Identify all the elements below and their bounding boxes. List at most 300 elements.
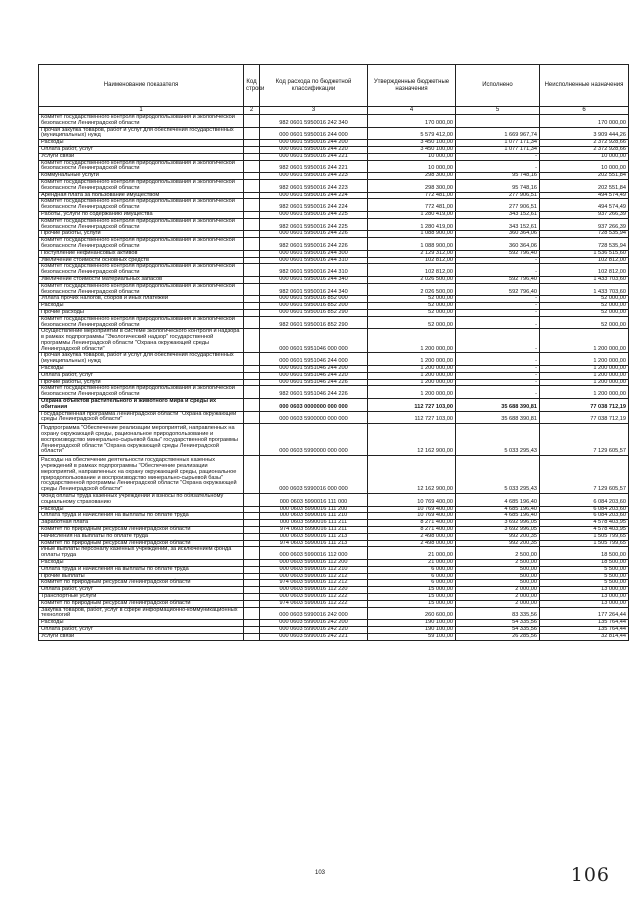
row-approved: 10 769 400,00 (368, 513, 456, 520)
row-approved: 1 280 419,00 (368, 218, 456, 231)
column-number: 2 (244, 107, 260, 115)
header-name: Наименование показателя (39, 65, 244, 107)
row-approved: 1 200 000,00 (368, 379, 456, 386)
row-class-code: 000 0603 5990016 242 221 (260, 633, 368, 640)
row-line-code (244, 379, 260, 386)
row-line-code (244, 153, 260, 160)
row-executed: 2 000,00 (456, 587, 540, 594)
row-unexecuted: 52 000,00 (540, 316, 629, 329)
row-line-code (244, 566, 260, 573)
row-line-code (244, 494, 260, 507)
row-executed: 4 685 196,40 (456, 506, 540, 513)
row-name: Осуществление мероприятий в системе экологического контроля и надзора в рамках подпрограммы "Экологический надзор" государственной программы Ленинградской области "Охрана окружающей среды Ленинградской области" (39, 329, 244, 353)
row-class-code: 000 0603 5990016 111 000 (260, 494, 368, 507)
row-name: Оплата работ, услуг (39, 372, 244, 379)
row-unexecuted: 1 200 000,00 (540, 366, 629, 373)
row-executed: 500,00 (456, 573, 540, 580)
row-approved: 1 088 900,00 (368, 238, 456, 251)
row-name: Увеличение стоимости основных средств (39, 257, 244, 264)
row-unexecuted: 177 264,44 (540, 607, 629, 620)
row-class-code: 000 0601 5951046 244 220 (260, 372, 368, 379)
row-unexecuted: 13 000,00 (540, 587, 629, 594)
row-executed: 343 152,61 (456, 218, 540, 231)
row-class-code: 000 0601 5951046 244 000 (260, 353, 368, 366)
row-name: Комитет государственного контроля природопользования и экологической безопасности Ленинградской области (39, 115, 244, 128)
row-line-code (244, 456, 260, 494)
row-unexecuted: 1 505 799,65 (540, 533, 629, 540)
row-line-code (244, 316, 260, 329)
row-class-code: 982 0601 5950016 244 226 (260, 238, 368, 251)
row-unexecuted: 6 084 203,60 (540, 494, 629, 507)
header-class-code: Код расхода по бюджетной классификации (260, 65, 368, 107)
header-executed: Исполнено (456, 65, 540, 107)
row-executed: 500,00 (456, 566, 540, 573)
row-line-code (244, 257, 260, 264)
row-approved: 6 000,00 (368, 566, 456, 573)
row-executed: 343 152,61 (456, 211, 540, 218)
row-class-code: 000 0601 5951046 244 200 (260, 366, 368, 373)
row-approved: 52 000,00 (368, 309, 456, 316)
row-class-code: 000 0601 5951046 000 000 (260, 329, 368, 353)
row-executed: - (456, 353, 540, 366)
row-executed: - (456, 153, 540, 160)
row-approved: 21 000,00 (368, 547, 456, 560)
row-unexecuted: 937 266,39 (540, 218, 629, 231)
row-approved: 52 000,00 (368, 296, 456, 303)
row-unexecuted: 13 000,00 (540, 593, 629, 600)
row-class-code: 000 0601 5951046 244 226 (260, 379, 368, 386)
row-name: Расходы (39, 140, 244, 147)
row-executed: - (456, 303, 540, 310)
row-class-code: 982 0601 5950016 244 224 (260, 199, 368, 212)
table-row (39, 329, 629, 353)
row-approved: 260 600,00 (368, 607, 456, 620)
row-class-code: 000 0601 5950016 244 223 (260, 173, 368, 180)
row-executed: 54 335,56 (456, 620, 540, 627)
row-unexecuted: 1 200 000,00 (540, 329, 629, 353)
table-row (39, 199, 629, 212)
row-executed: 4 685 196,40 (456, 513, 540, 520)
row-class-code: 000 0601 5950016 244 221 (260, 153, 368, 160)
row-line-code (244, 411, 260, 424)
row-approved: 6 000,00 (368, 580, 456, 587)
row-line-code (244, 211, 260, 218)
row-executed: 4 685 196,40 (456, 494, 540, 507)
row-name: Услуги связи (39, 153, 244, 160)
row-class-code: 000 0601 5950016 244 310 (260, 257, 368, 264)
row-approved: 102 812,00 (368, 264, 456, 277)
row-name: Расходы (39, 559, 244, 566)
row-name: Коммунальные услуги (39, 173, 244, 180)
row-line-code (244, 115, 260, 128)
row-unexecuted: 52 000,00 (540, 303, 629, 310)
row-executed: 95 748,16 (456, 173, 540, 180)
column-number: 5 (456, 107, 540, 115)
row-line-code (244, 303, 260, 310)
row-class-code: 982 0601 5950016 242 340 (260, 115, 368, 128)
row-name: Комитет государственного контроля природопользования и экологической безопасности Ленинградской области (39, 283, 244, 296)
row-unexecuted: 728 535,94 (540, 238, 629, 251)
row-approved: 12 162 900,00 (368, 456, 456, 494)
header-approved: Утвержденные бюджетные назначения (368, 65, 456, 107)
row-class-code: 974 0603 5990016 112 222 (260, 600, 368, 607)
row-line-code (244, 264, 260, 277)
row-unexecuted: 4 578 403,95 (540, 520, 629, 527)
row-name: Прочие работы, услуги (39, 231, 244, 238)
row-name: Комитет по природным ресурсам Ленинградской области (39, 527, 244, 534)
row-unexecuted: 5 500,00 (540, 566, 629, 573)
row-executed: 35 688 390,81 (456, 411, 540, 424)
row-approved: 1 200 000,00 (368, 366, 456, 373)
table-row (39, 411, 629, 424)
row-approved: 1 200 000,00 (368, 353, 456, 366)
row-approved: 170 000,00 (368, 115, 456, 128)
page-number: 103 (314, 870, 325, 876)
table-row (39, 250, 629, 257)
row-approved: 2 498 000,00 (368, 533, 456, 540)
row-executed: 992 200,35 (456, 540, 540, 547)
row-unexecuted: 32 814,44 (540, 633, 629, 640)
row-executed: - (456, 386, 540, 399)
row-unexecuted: 18 500,00 (540, 547, 629, 560)
row-line-code (244, 146, 260, 153)
row-class-code: 982 0601 5951046 244 226 (260, 386, 368, 399)
row-class-code: 982 0601 5950016 244 223 (260, 179, 368, 192)
row-approved: 15 000,00 (368, 593, 456, 600)
row-line-code (244, 366, 260, 373)
row-name: Государственная программа Ленинградской области "Охрана окружающей среды Ленинградской области" (39, 411, 244, 424)
row-executed: 35 688 390,81 (456, 399, 540, 412)
row-line-code (244, 173, 260, 180)
row-class-code: 000 0603 5990016 242 220 (260, 626, 368, 633)
row-executed: - (456, 366, 540, 373)
row-unexecuted: 1 200 000,00 (540, 353, 629, 366)
row-class-code: 000 0603 5990016 111 210 (260, 513, 368, 520)
row-executed: 1 669 967,74 (456, 127, 540, 140)
row-line-code (244, 600, 260, 607)
row-approved: 112 727 103,00 (368, 411, 456, 424)
table-row (39, 547, 629, 560)
row-class-code: 000 0603 5990016 112 210 (260, 566, 368, 573)
row-line-code (244, 527, 260, 534)
row-line-code (244, 620, 260, 627)
row-name: Уплата прочих налогов, сборов и иных платежей (39, 296, 244, 303)
table-row (39, 386, 629, 399)
row-unexecuted: 728 535,94 (540, 231, 629, 238)
row-unexecuted: 202 551,84 (540, 179, 629, 192)
row-name: Фонд оплаты труда казенных учреждений и взносы по обязательному социальному страхованию (39, 494, 244, 507)
row-name: Прочая закупка товаров, работ и услуг для обеспечения государственных (муниципальных) нужд (39, 353, 244, 366)
row-name: Увеличение стоимости материальных запасов (39, 276, 244, 283)
row-class-code: 000 0603 5990016 111 213 (260, 533, 368, 540)
row-line-code (244, 309, 260, 316)
row-unexecuted: 5 500,00 (540, 573, 629, 580)
table-row (39, 607, 629, 620)
row-line-code (244, 626, 260, 633)
handwritten-page-stamp: 106 (570, 864, 610, 886)
row-approved: 190 100,00 (368, 620, 456, 627)
row-line-code (244, 607, 260, 620)
row-name: Работы, услуги по содержанию имущества (39, 211, 244, 218)
row-line-code (244, 559, 260, 566)
table-row (39, 456, 629, 494)
row-class-code: 000 0603 5990016 000 000 (260, 456, 368, 494)
table-row (39, 353, 629, 366)
row-name: Начисления на выплаты по оплате труда (39, 533, 244, 540)
row-name: Закупка товаров, работ, услуг в сфере информационно-коммуникационных технологий (39, 607, 244, 620)
row-name: Охрана объектов растительного и животного мира и среды их обитания (39, 399, 244, 412)
row-unexecuted: 1 536 515,60 (540, 250, 629, 257)
row-name: Расходы на обеспечение деятельности государственных казенных учреждений в рамках подпрограммы "Обеспечение реализации мероприятий, направленных на охрану окружающей среды, рациональное природопользование и воспроизводство минерально-сырьевой базы" государственной программы Ленинградской области "Охрана окружающей среды Ленинградской области" (39, 456, 244, 494)
row-name: Подпрограмма "Обеспечение реализации мероприятий, направленных на охрану окружающей среды, рациональное природопользование и воспроизводство минерально-сырьевой базы" государственной программы Ленинградской области "Охрана окружающей среды Ленинградской области" (39, 424, 244, 456)
row-name: Расходы (39, 303, 244, 310)
row-unexecuted: 1 505 799,65 (540, 540, 629, 547)
row-class-code: 000 0603 5990016 111 211 (260, 520, 368, 527)
row-approved: 772 481,00 (368, 192, 456, 199)
table-row (39, 264, 629, 277)
row-unexecuted: 1 200 000,00 (540, 386, 629, 399)
row-name: Комитет государственного контроля природопользования и экологической безопасности Ленинградской области (39, 386, 244, 399)
row-unexecuted: 77 038 712,19 (540, 399, 629, 412)
row-executed: 3 692 996,05 (456, 520, 540, 527)
row-name: Заработная плата (39, 520, 244, 527)
row-unexecuted: 494 574,49 (540, 192, 629, 199)
row-executed: 95 748,16 (456, 179, 540, 192)
row-unexecuted: 52 000,00 (540, 309, 629, 316)
row-approved: 52 000,00 (368, 316, 456, 329)
row-approved: 10 000,00 (368, 153, 456, 160)
row-line-code (244, 386, 260, 399)
row-line-code (244, 127, 260, 140)
row-unexecuted: 77 038 712,19 (540, 411, 629, 424)
table-row (39, 127, 629, 140)
row-approved: 59 100,00 (368, 633, 456, 640)
row-class-code: 974 0603 5990016 111 211 (260, 527, 368, 534)
row-approved: 2 498 000,00 (368, 540, 456, 547)
row-unexecuted: 6 084 203,60 (540, 513, 629, 520)
table-row (39, 115, 629, 128)
row-class-code: 000 0601 5950016 852 290 (260, 309, 368, 316)
row-executed: - (456, 309, 540, 316)
row-executed: 5 033 295,43 (456, 456, 540, 494)
row-name: Поступление нефинансовых активов (39, 250, 244, 257)
row-class-code: 000 0601 5950016 244 224 (260, 192, 368, 199)
column-number: 3 (260, 107, 368, 115)
row-name: Комитет государственного контроля природопользования и экологической безопасности Ленинградской области (39, 199, 244, 212)
header-unexecuted: Неисполненные назначения (540, 65, 629, 107)
row-approved: 772 481,00 (368, 199, 456, 212)
row-line-code (244, 218, 260, 231)
row-line-code (244, 199, 260, 212)
row-line-code (244, 580, 260, 587)
row-name: Арендная плата за пользование имуществом (39, 192, 244, 199)
row-name: Комитет по природным ресурсам Ленинградской области (39, 580, 244, 587)
row-approved: 3 450 100,00 (368, 146, 456, 153)
row-executed: - (456, 329, 540, 353)
row-executed: 592 796,40 (456, 283, 540, 296)
row-unexecuted: 135 764,44 (540, 620, 629, 627)
row-unexecuted: 7 129 605,57 (540, 424, 629, 456)
column-number: 1 (39, 107, 244, 115)
row-name: Оплата работ, услуг (39, 146, 244, 153)
row-unexecuted: 1 200 000,00 (540, 379, 629, 386)
row-line-code (244, 276, 260, 283)
row-class-code: 000 0603 5900000 000 000 (260, 411, 368, 424)
row-name: Комитет по природным ресурсам Ленинградской области (39, 540, 244, 547)
row-name: Транспортные услуги (39, 593, 244, 600)
row-unexecuted: 10 000,00 (540, 153, 629, 160)
row-approved: 21 000,00 (368, 559, 456, 566)
row-approved: 190 100,00 (368, 626, 456, 633)
row-approved: 102 812,00 (368, 257, 456, 264)
row-name: Комитет государственного контроля природопользования и экологической безопасности Ленинградской области (39, 179, 244, 192)
row-approved: 8 271 400,00 (368, 520, 456, 527)
row-approved: 15 000,00 (368, 587, 456, 594)
column-number: 6 (540, 107, 629, 115)
row-class-code: 000 0603 5990016 242 200 (260, 620, 368, 627)
table-row (39, 399, 629, 412)
row-unexecuted: 2 372 928,66 (540, 140, 629, 147)
row-class-code: 974 0603 5990016 112 212 (260, 580, 368, 587)
row-unexecuted: 13 000,00 (540, 600, 629, 607)
row-name: Оплата труда и начисления на выплаты по оплате труда (39, 566, 244, 573)
row-approved: 6 000,00 (368, 573, 456, 580)
row-unexecuted: 3 909 444,26 (540, 127, 629, 140)
row-unexecuted: 18 500,00 (540, 559, 629, 566)
row-executed: 1 077 171,34 (456, 146, 540, 153)
row-approved: 3 450 100,00 (368, 140, 456, 147)
row-name: Комитет государственного контроля природопользования и экологической безопасности Ленинградской области (39, 238, 244, 251)
row-name: Оплата труда и начисления на выплаты по оплате труда (39, 513, 244, 520)
row-line-code (244, 329, 260, 353)
row-executed: 277 906,51 (456, 192, 540, 199)
row-class-code: 000 0603 5990016 111 200 (260, 506, 368, 513)
table-body (39, 115, 629, 641)
row-approved: 1 200 000,00 (368, 386, 456, 399)
row-approved: 298 300,00 (368, 179, 456, 192)
row-unexecuted: 4 578 403,95 (540, 527, 629, 534)
row-executed: 2 500,00 (456, 547, 540, 560)
row-name: Оплата работ, услуг (39, 587, 244, 594)
row-name: Расходы (39, 506, 244, 513)
row-executed: 26 285,56 (456, 633, 540, 640)
row-executed: 992 200,35 (456, 533, 540, 540)
row-class-code: 000 0601 5950016 244 225 (260, 211, 368, 218)
row-executed: 500,00 (456, 580, 540, 587)
row-executed: 3 692 996,05 (456, 527, 540, 534)
row-approved: 2 026 500,00 (368, 276, 456, 283)
row-name: Расходы (39, 366, 244, 373)
row-executed: 277 906,51 (456, 199, 540, 212)
table-header-row (39, 65, 629, 107)
row-unexecuted: 7 129 605,57 (540, 456, 629, 494)
row-line-code (244, 513, 260, 520)
row-class-code: 000 0601 5950016 244 000 (260, 127, 368, 140)
row-class-code: 000 0603 5990016 112 220 (260, 587, 368, 594)
table-row (39, 238, 629, 251)
row-unexecuted: 135 764,44 (540, 626, 629, 633)
row-approved: 52 000,00 (368, 303, 456, 310)
row-unexecuted: 1 433 703,60 (540, 283, 629, 296)
row-class-code: 000 0601 5950016 244 340 (260, 276, 368, 283)
row-class-code: 982 0601 5950016 852 290 (260, 316, 368, 329)
row-unexecuted: 170 000,00 (540, 115, 629, 128)
row-line-code (244, 540, 260, 547)
row-line-code (244, 250, 260, 257)
row-name: Прочая закупка товаров, работ и услуг для обеспечения государственных (муниципальных) нужд (39, 127, 244, 140)
row-class-code: 000 0603 5990016 112 000 (260, 547, 368, 560)
row-line-code (244, 573, 260, 580)
row-approved: 1 200 000,00 (368, 329, 456, 353)
row-name: Комитет по природным ресурсам Ленинградской области (39, 600, 244, 607)
row-approved: 1 088 900,00 (368, 231, 456, 238)
table-row (39, 218, 629, 231)
row-line-code (244, 424, 260, 456)
row-unexecuted: 52 000,00 (540, 296, 629, 303)
row-unexecuted: 1 200 000,00 (540, 372, 629, 379)
row-name: Прочие расходы (39, 309, 244, 316)
row-unexecuted: 202 551,84 (540, 173, 629, 180)
row-approved: 112 727 103,00 (368, 399, 456, 412)
table-row (39, 494, 629, 507)
row-executed: 2 000,00 (456, 593, 540, 600)
row-class-code: 982 0601 5950016 244 221 (260, 160, 368, 173)
row-line-code (244, 593, 260, 600)
row-name: Услуги связи (39, 633, 244, 640)
row-approved: 10 769 400,00 (368, 494, 456, 507)
row-approved: 5 579 412,00 (368, 127, 456, 140)
row-line-code (244, 506, 260, 513)
header-line-code: Код строки (244, 65, 260, 107)
row-approved: 1 200 000,00 (368, 372, 456, 379)
row-line-code (244, 140, 260, 147)
row-name: Прочие выплаты (39, 573, 244, 580)
row-class-code: 982 0601 5950016 244 340 (260, 283, 368, 296)
row-executed: - (456, 316, 540, 329)
row-unexecuted: 937 266,39 (540, 211, 629, 218)
row-name: Комитет государственного контроля природопользования и экологической безопасности Ленинградской области (39, 218, 244, 231)
row-class-code: 000 0603 5990016 112 222 (260, 593, 368, 600)
row-line-code (244, 160, 260, 173)
row-line-code (244, 633, 260, 640)
row-unexecuted: 5 500,00 (540, 580, 629, 587)
row-approved: 2 026 500,00 (368, 283, 456, 296)
row-line-code (244, 353, 260, 366)
row-class-code: 000 0603 5990016 242 000 (260, 607, 368, 620)
row-unexecuted: 102 812,00 (540, 264, 629, 277)
row-executed: 5 033 295,43 (456, 424, 540, 456)
row-unexecuted: 494 574,49 (540, 199, 629, 212)
row-approved: 298 300,00 (368, 173, 456, 180)
row-executed: 592 796,40 (456, 276, 540, 283)
row-line-code (244, 533, 260, 540)
budget-table (38, 64, 629, 641)
row-line-code (244, 179, 260, 192)
row-executed: - (456, 264, 540, 277)
table-row (39, 283, 629, 296)
table-row (39, 160, 629, 173)
row-executed: - (456, 160, 540, 173)
row-executed: - (456, 296, 540, 303)
table-row (39, 179, 629, 192)
row-unexecuted: 1 433 703,60 (540, 276, 629, 283)
row-executed: 2 000,00 (456, 600, 540, 607)
row-unexecuted: 102 812,00 (540, 257, 629, 264)
row-executed: 1 077 171,34 (456, 140, 540, 147)
row-line-code (244, 372, 260, 379)
row-unexecuted: 2 372 928,66 (540, 146, 629, 153)
row-class-code: 000 0603 0000000 000 000 (260, 399, 368, 412)
